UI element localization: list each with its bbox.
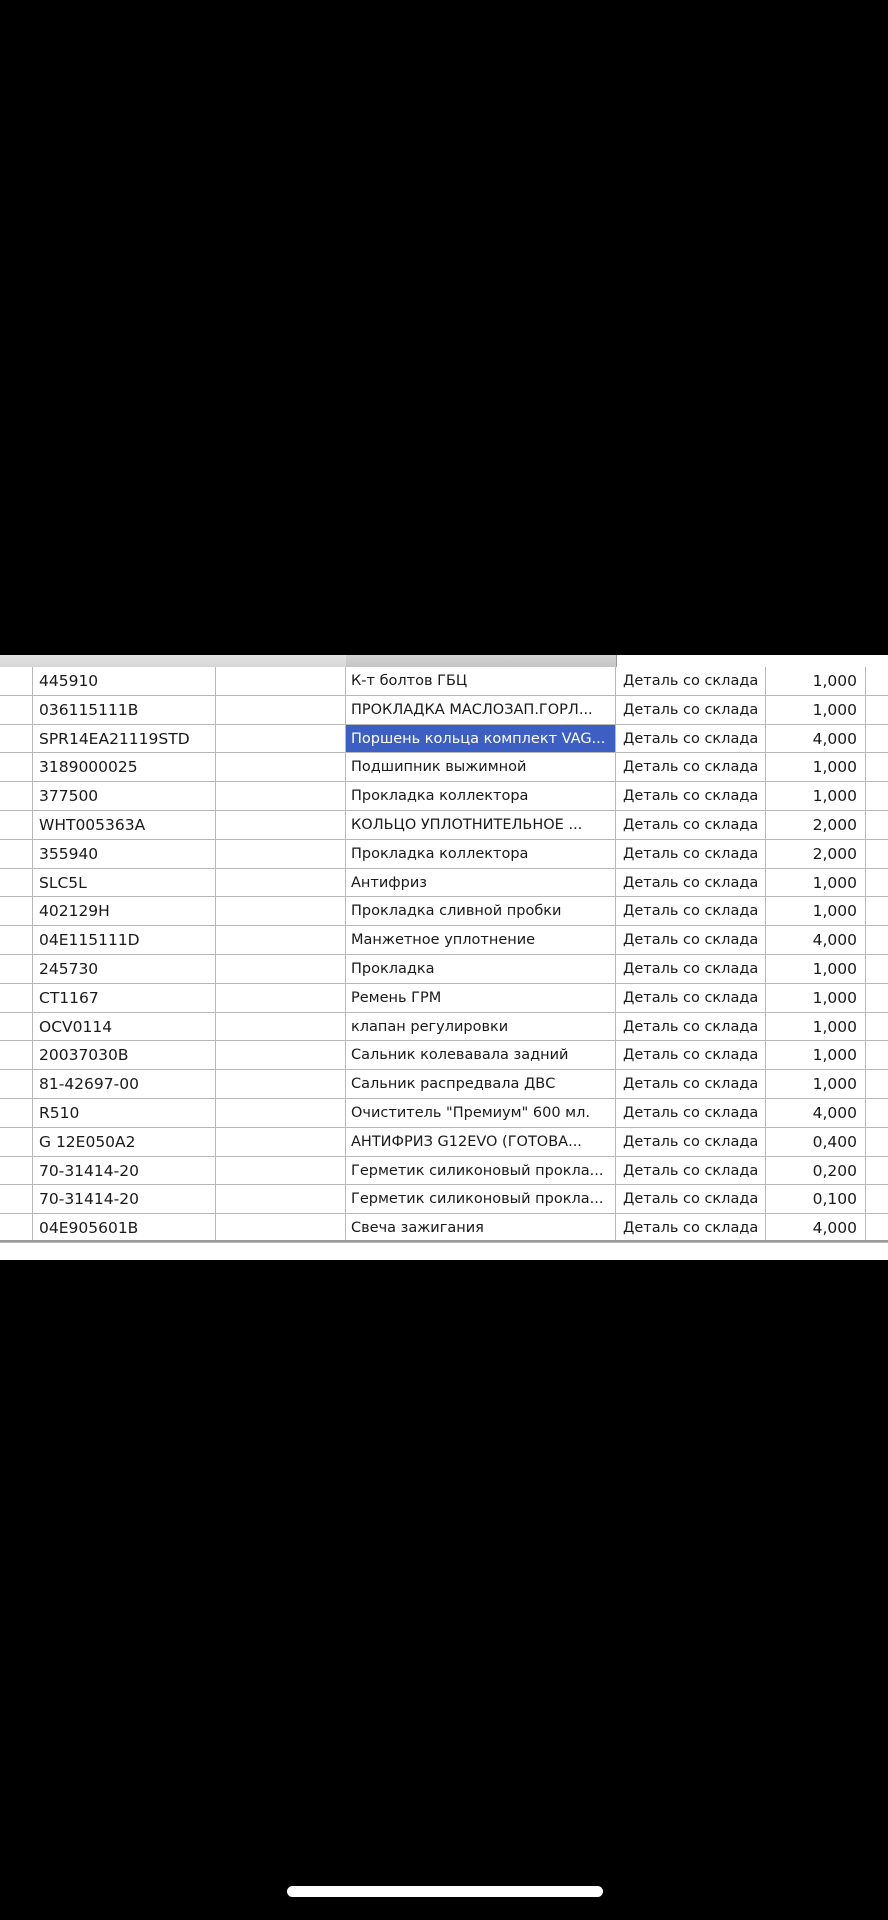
article-cell[interactable]: 377500 [33, 782, 216, 810]
column-header-spacer[interactable] [216, 655, 347, 667]
empty-cell[interactable] [216, 840, 346, 868]
type-cell[interactable]: Деталь со склада [616, 725, 766, 753]
table-row[interactable] [0, 753, 888, 782]
quantity-cell[interactable]: 4,000 [766, 1214, 866, 1242]
article-cell[interactable]: 81-42697-00 [33, 1070, 216, 1098]
quantity-cell[interactable]: 2,000 [766, 811, 866, 839]
quantity-cell[interactable]: 1,000 [766, 1013, 866, 1041]
article-cell[interactable]: 3189000025 [33, 753, 216, 781]
row-indicator-cell[interactable] [0, 897, 33, 925]
empty-cell[interactable] [216, 1070, 346, 1098]
empty-cell[interactable] [216, 1157, 346, 1185]
type-cell[interactable]: Деталь со склада [616, 869, 766, 897]
table-row[interactable] [0, 840, 888, 869]
name-cell[interactable]: Прокладка [346, 955, 616, 983]
extra-cell[interactable] [866, 811, 888, 839]
empty-cell[interactable] [216, 955, 346, 983]
empty-cell[interactable] [216, 1013, 346, 1041]
quantity-cell[interactable]: 4,000 [766, 926, 866, 954]
empty-cell[interactable] [216, 926, 346, 954]
name-cell[interactable]: Очиститель "Премиум" 600 мл. [346, 1099, 616, 1127]
type-cell[interactable]: Деталь со склада [616, 1041, 766, 1069]
extra-cell[interactable] [866, 840, 888, 868]
empty-cell[interactable] [216, 869, 346, 897]
row-indicator-cell[interactable] [0, 1041, 33, 1069]
quantity-cell[interactable]: 1,000 [766, 897, 866, 925]
type-cell[interactable]: Деталь со склада [616, 753, 766, 781]
row-indicator-cell[interactable] [0, 1185, 33, 1213]
table-row[interactable] [0, 897, 888, 926]
article-cell[interactable]: R510 [33, 1099, 216, 1127]
extra-cell[interactable] [866, 753, 888, 781]
extra-cell[interactable] [866, 1185, 888, 1213]
type-cell[interactable]: Деталь со склада [616, 811, 766, 839]
table-row[interactable] [0, 1013, 888, 1042]
home-indicator[interactable] [287, 1886, 603, 1897]
name-cell[interactable]: Герметик силиконовый прокла... [346, 1157, 616, 1185]
empty-cell[interactable] [216, 1099, 346, 1127]
name-cell[interactable]: Антифриз [346, 869, 616, 897]
quantity-cell[interactable]: 1,000 [766, 667, 866, 695]
parts-table [0, 655, 888, 1260]
empty-cell[interactable] [216, 811, 346, 839]
empty-cell[interactable] [216, 667, 346, 695]
quantity-cell[interactable]: 1,000 [766, 696, 866, 724]
table-body [0, 667, 888, 1243]
row-indicator-cell[interactable] [0, 782, 33, 810]
name-cell[interactable]: КОЛЬЦО УПЛОТНИТЕЛЬНОЕ ... [346, 811, 616, 839]
quantity-cell[interactable]: 0,200 [766, 1157, 866, 1185]
type-cell[interactable]: Деталь со склада [616, 1070, 766, 1098]
type-cell[interactable]: Деталь со склада [616, 1099, 766, 1127]
quantity-cell[interactable]: 4,000 [766, 725, 866, 753]
table-bottom-border [0, 1240, 888, 1242]
type-cell[interactable]: Деталь со склада [616, 897, 766, 925]
article-cell[interactable]: 70-31414-20 [33, 1185, 216, 1213]
row-indicator-cell[interactable] [0, 696, 33, 724]
extra-cell[interactable] [866, 1157, 888, 1185]
extra-cell[interactable] [866, 1041, 888, 1069]
row-indicator-cell[interactable] [0, 984, 33, 1012]
type-cell[interactable]: Деталь со склада [616, 1128, 766, 1156]
row-indicator-cell[interactable] [0, 725, 33, 753]
table-row[interactable] [0, 811, 888, 840]
table-header [0, 655, 888, 667]
column-header-article[interactable] [0, 655, 217, 667]
row-indicator-cell[interactable] [0, 869, 33, 897]
empty-cell[interactable] [216, 1214, 346, 1242]
empty-cell[interactable] [216, 984, 346, 1012]
extra-cell[interactable] [866, 1099, 888, 1127]
table-row[interactable] [0, 1157, 888, 1186]
article-cell[interactable]: 70-31414-20 [33, 1157, 216, 1185]
row-indicator-cell[interactable] [0, 926, 33, 954]
table-row[interactable] [0, 869, 888, 898]
article-cell[interactable]: 402129H [33, 897, 216, 925]
article-cell[interactable]: WHT005363A [33, 811, 216, 839]
quantity-cell[interactable]: 1,000 [766, 955, 866, 983]
type-cell[interactable]: Деталь со склада [616, 667, 766, 695]
empty-cell[interactable] [216, 782, 346, 810]
empty-cell[interactable] [216, 1185, 346, 1213]
quantity-cell[interactable]: 1,000 [766, 1070, 866, 1098]
table-row[interactable] [0, 1041, 888, 1070]
table-row[interactable] [0, 926, 888, 955]
quantity-cell[interactable]: 1,000 [766, 782, 866, 810]
row-indicator-cell[interactable] [0, 1070, 33, 1098]
quantity-cell[interactable]: 4,000 [766, 1099, 866, 1127]
name-cell[interactable]: Сальник колевавала задний [346, 1041, 616, 1069]
quantity-cell[interactable]: 0,100 [766, 1185, 866, 1213]
empty-cell[interactable] [216, 753, 346, 781]
extra-cell[interactable] [866, 667, 888, 695]
row-indicator-cell[interactable] [0, 840, 33, 868]
table-row[interactable] [0, 1070, 888, 1099]
type-cell[interactable]: Деталь со склада [616, 1185, 766, 1213]
column-header-name[interactable] [346, 655, 617, 667]
name-cell[interactable]: Сальник распредвала ДВС [346, 1070, 616, 1098]
name-cell[interactable]: АНТИФРИЗ G12EVO (ГОТОВА... [346, 1128, 616, 1156]
name-cell[interactable]: Поршень кольца комплект VAG... [346, 725, 616, 753]
article-cell[interactable]: CT1167 [33, 984, 216, 1012]
table-row[interactable] [0, 984, 888, 1013]
quantity-cell[interactable]: 1,000 [766, 1041, 866, 1069]
table-row[interactable] [0, 667, 888, 696]
extra-cell[interactable] [866, 696, 888, 724]
article-cell[interactable]: SLC5L [33, 869, 216, 897]
table-row[interactable] [0, 1128, 888, 1157]
table-row[interactable] [0, 1185, 888, 1214]
type-cell[interactable]: Деталь со склада [616, 1214, 766, 1242]
row-indicator-cell[interactable] [0, 955, 33, 983]
row-indicator-cell[interactable] [0, 1157, 33, 1185]
name-cell[interactable]: Свеча зажигания [346, 1214, 616, 1242]
row-indicator-cell[interactable] [0, 1128, 33, 1156]
name-cell[interactable]: Подшипник выжимной [346, 753, 616, 781]
article-cell[interactable]: 20037030B [33, 1041, 216, 1069]
type-cell[interactable]: Деталь со склада [616, 840, 766, 868]
row-indicator-cell[interactable] [0, 667, 33, 695]
name-cell[interactable]: К-т болтов ГБЦ [346, 667, 616, 695]
extra-cell[interactable] [866, 1070, 888, 1098]
name-cell[interactable]: Прокладка сливной пробки [346, 897, 616, 925]
table-row[interactable] [0, 782, 888, 811]
article-cell[interactable]: OCV0114 [33, 1013, 216, 1041]
quantity-cell[interactable]: 1,000 [766, 984, 866, 1012]
row-indicator-cell[interactable] [0, 1099, 33, 1127]
table-row[interactable] [0, 1214, 888, 1243]
extra-cell[interactable] [866, 1013, 888, 1041]
table-row[interactable] [0, 725, 888, 754]
table-row[interactable] [0, 955, 888, 984]
extra-cell[interactable] [866, 1214, 888, 1242]
article-cell[interactable]: SPR14EA21119STD [33, 725, 216, 753]
article-cell[interactable]: 04E905601B [33, 1214, 216, 1242]
extra-cell[interactable] [866, 955, 888, 983]
table-row[interactable] [0, 1099, 888, 1128]
type-cell[interactable]: Деталь со склада [616, 1013, 766, 1041]
row-indicator-cell[interactable] [0, 753, 33, 781]
empty-cell[interactable] [216, 696, 346, 724]
type-cell[interactable]: Деталь со склада [616, 984, 766, 1012]
name-cell[interactable]: клапан регулировки [346, 1013, 616, 1041]
extra-cell[interactable] [866, 984, 888, 1012]
name-cell[interactable]: Прокладка коллектора [346, 840, 616, 868]
article-cell[interactable]: 04E115111D [33, 926, 216, 954]
extra-cell[interactable] [866, 782, 888, 810]
quantity-cell[interactable]: 0,400 [766, 1128, 866, 1156]
empty-cell[interactable] [216, 1128, 346, 1156]
type-cell[interactable]: Деталь со склада [616, 1157, 766, 1185]
type-cell[interactable]: Деталь со склада [616, 696, 766, 724]
quantity-cell[interactable]: 2,000 [766, 840, 866, 868]
quantity-cell[interactable]: 1,000 [766, 869, 866, 897]
extra-cell[interactable] [866, 869, 888, 897]
article-cell[interactable]: 445910 [33, 667, 216, 695]
row-indicator-cell[interactable] [0, 811, 33, 839]
table-row[interactable] [0, 696, 888, 725]
empty-cell[interactable] [216, 725, 346, 753]
quantity-cell[interactable]: 1,000 [766, 753, 866, 781]
extra-cell[interactable] [866, 926, 888, 954]
row-indicator-cell[interactable] [0, 1013, 33, 1041]
name-cell[interactable]: Ремень ГРМ [346, 984, 616, 1012]
row-indicator-cell[interactable] [0, 1214, 33, 1242]
article-cell[interactable]: 245730 [33, 955, 216, 983]
name-cell[interactable]: Герметик силиконовый прокла... [346, 1185, 616, 1213]
empty-cell[interactable] [216, 1041, 346, 1069]
empty-cell[interactable] [216, 897, 346, 925]
extra-cell[interactable] [866, 897, 888, 925]
name-cell[interactable]: Манжетное уплотнение [346, 926, 616, 954]
extra-cell[interactable] [866, 1128, 888, 1156]
name-cell[interactable]: ПРОКЛАДКА МАСЛОЗАП.ГОРЛ... [346, 696, 616, 724]
article-cell[interactable]: 036115111B [33, 696, 216, 724]
article-cell[interactable]: G 12E050A2 [33, 1128, 216, 1156]
type-cell[interactable]: Деталь со склада [616, 955, 766, 983]
name-cell[interactable]: Прокладка коллектора [346, 782, 616, 810]
type-cell[interactable]: Деталь со склада [616, 782, 766, 810]
extra-cell[interactable] [866, 725, 888, 753]
type-cell[interactable]: Деталь со склада [616, 926, 766, 954]
article-cell[interactable]: 355940 [33, 840, 216, 868]
